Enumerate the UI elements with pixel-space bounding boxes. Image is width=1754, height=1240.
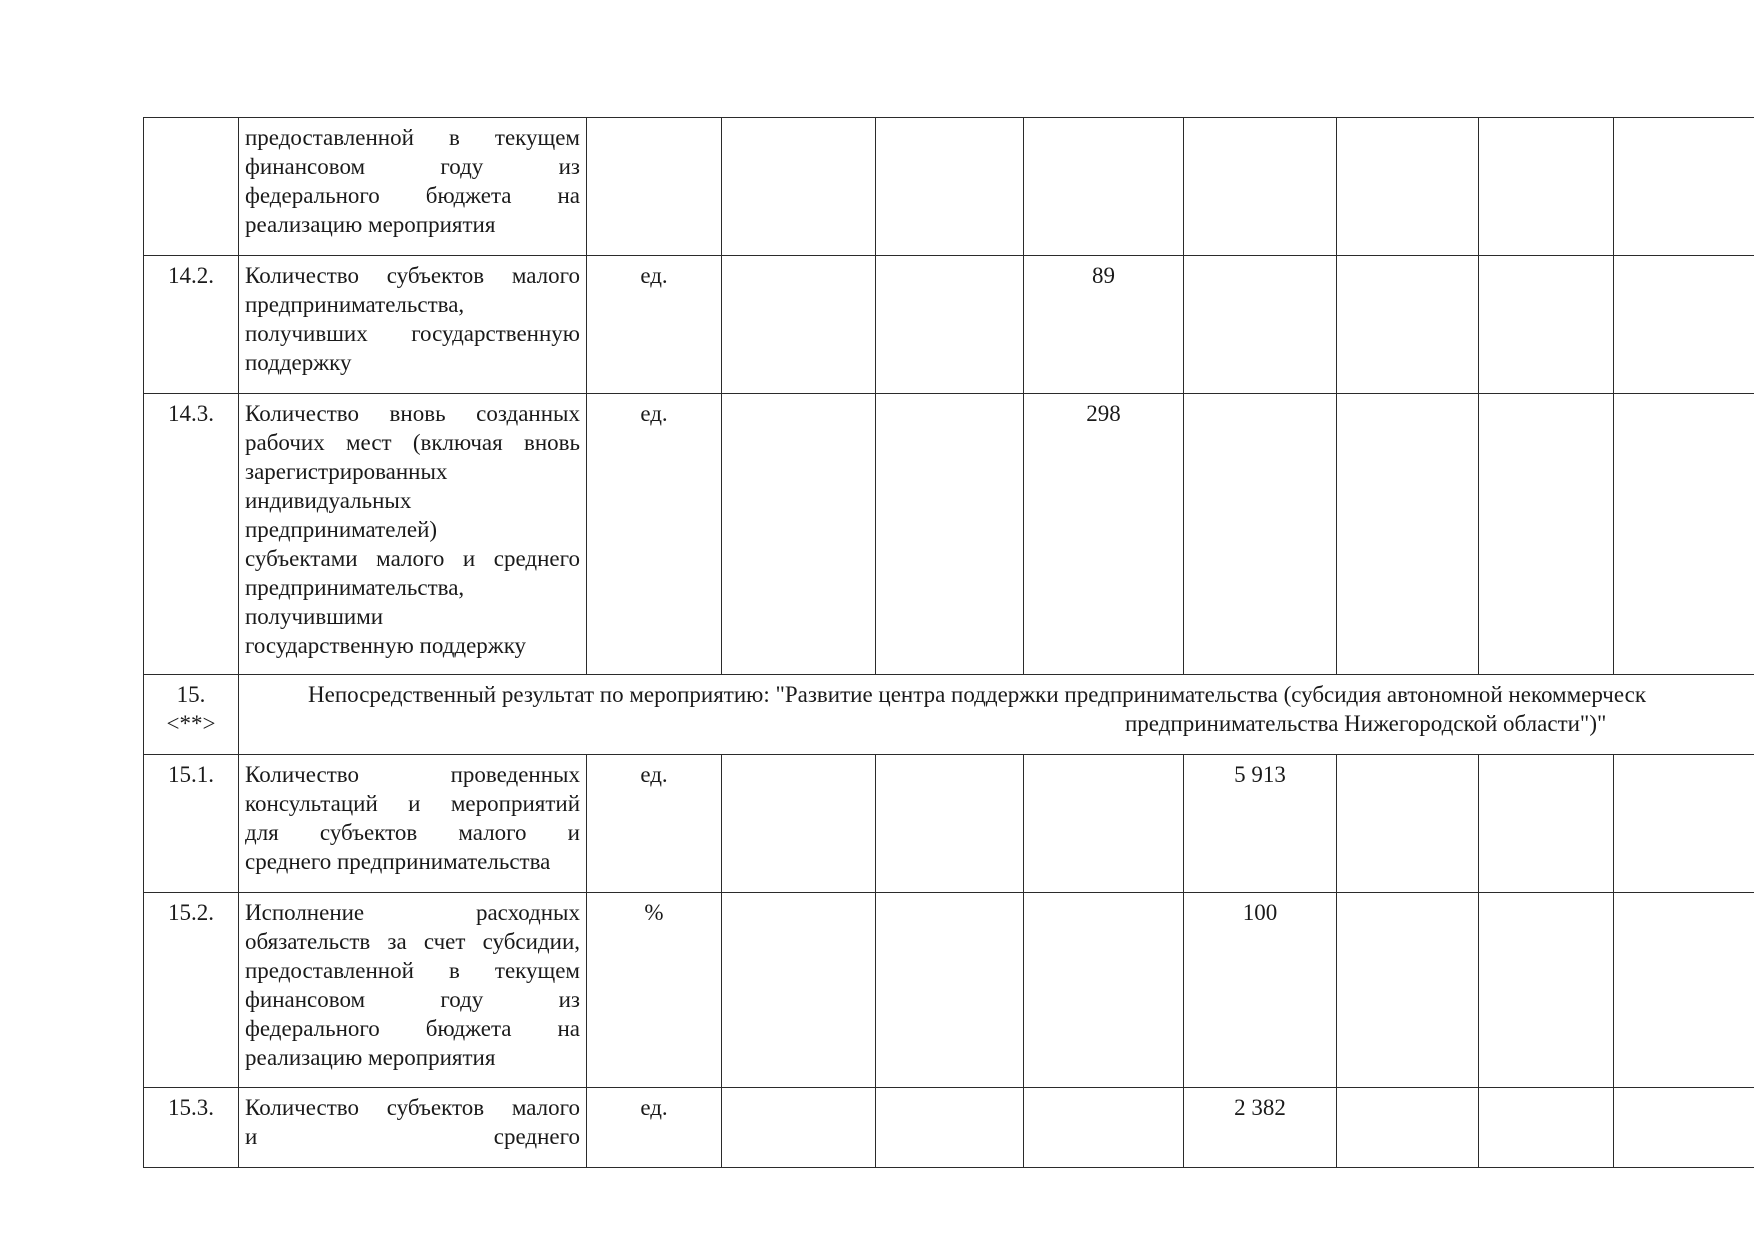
indicator-name-line: федерального бюджета на [245, 1016, 580, 1041]
table-row [144, 1088, 1754, 1168]
indicator-name [239, 893, 587, 1088]
indicator-name-line: предпринимателей) [245, 517, 438, 542]
indicator-name-line: реализацию мероприятия [245, 1045, 496, 1070]
value-cell [876, 256, 1024, 394]
indicator-name-line: предпринимательства, [245, 292, 465, 317]
row-number [144, 118, 239, 256]
unit-cell: ед. [587, 755, 722, 893]
unit-cell: ед. [587, 256, 722, 394]
section-header-row [144, 675, 1754, 755]
value-cell [1337, 755, 1479, 893]
value-cell [876, 1088, 1024, 1168]
indicator-name-line: рабочих мест (включая вновь [245, 430, 580, 455]
value-cell [1184, 394, 1337, 675]
indicator-name-line: Количество проведенных [245, 762, 580, 787]
value-cell [722, 893, 876, 1088]
indicator-name [239, 256, 587, 394]
row-number [144, 675, 239, 755]
value-cell: 5 913 [1184, 755, 1337, 893]
value-cell [1184, 118, 1337, 256]
value-cell [722, 1088, 876, 1168]
value-cell [1614, 755, 1754, 893]
table-row [144, 755, 1754, 893]
value-cell [722, 394, 876, 675]
indicator-name-line: зарегистрированных [245, 459, 448, 484]
value-cell [1184, 256, 1337, 394]
indicator-name [239, 118, 587, 256]
indicator-name [239, 755, 587, 893]
indicator-name-line: государственную поддержку [245, 633, 527, 658]
value-cell [1337, 256, 1479, 394]
row-number: 15.2. [144, 893, 239, 1088]
row-number: 15.1. [144, 755, 239, 893]
value-cell [1337, 394, 1479, 675]
section-title-line: Непосредственный результат по мероприятию: "Развитие центра поддержки предпринимательства (субсидия автономной некоммерческ [308, 682, 1646, 707]
indicator-name-line: среднего предпринимательства [245, 849, 551, 874]
value-cell [1479, 256, 1614, 394]
indicator-name-line: и среднего [245, 1124, 580, 1149]
indicator-name [239, 394, 587, 675]
indicator-name-line: Исполнение расходных [245, 900, 580, 925]
row-number: 14.3. [144, 394, 239, 675]
value-cell [1614, 1088, 1754, 1168]
value-cell [1479, 893, 1614, 1088]
indicator-name [239, 1088, 587, 1168]
value-cell: 89 [1024, 256, 1184, 394]
value-cell: 100 [1184, 893, 1337, 1088]
indicator-name-line: финансовом году из [245, 154, 580, 179]
indicator-name-line: субъектами малого и среднего [245, 546, 580, 571]
indicator-name-line: Количество субъектов малого [245, 1095, 580, 1120]
indicator-name-line: получивших государственную [245, 321, 580, 346]
value-cell [1024, 893, 1184, 1088]
indicator-name-line: предоставленной в текущем [245, 958, 580, 983]
value-cell [1614, 394, 1754, 675]
row-number: 15.3. [144, 1088, 239, 1168]
value-cell [1024, 118, 1184, 256]
value-cell [1479, 755, 1614, 893]
value-cell [1024, 755, 1184, 893]
unit-cell: ед. [587, 1088, 722, 1168]
value-cell [876, 755, 1024, 893]
section-title [239, 675, 1754, 755]
indicator-name-line: предпринимательства, [245, 575, 465, 600]
table-row [144, 394, 1754, 675]
row-number-line: <**> [166, 711, 216, 736]
table-row [144, 118, 1754, 256]
indicator-name-line: индивидуальных [245, 488, 412, 513]
indicators-table [143, 117, 1754, 1168]
unit-cell [587, 118, 722, 256]
indicator-name-line: Количество субъектов малого [245, 263, 580, 288]
value-cell [1337, 893, 1479, 1088]
value-cell [722, 118, 876, 256]
unit-cell: ед. [587, 394, 722, 675]
value-cell [1614, 118, 1754, 256]
section-title-line: предпринимательства Нижегородской области")" [1125, 711, 1607, 736]
value-cell: 298 [1024, 394, 1184, 675]
indicator-name-line: для субъектов малого и [245, 820, 580, 845]
value-cell [1614, 893, 1754, 1088]
indicator-name-line: финансовом году из [245, 987, 580, 1012]
value-cell [876, 893, 1024, 1088]
unit-cell: % [587, 893, 722, 1088]
value-cell [722, 256, 876, 394]
indicator-name-line: поддержку [245, 350, 352, 375]
indicator-name-line: предоставленной в текущем [245, 125, 580, 150]
indicator-name-line: получившими [245, 604, 384, 629]
value-cell: 2 382 [1184, 1088, 1337, 1168]
row-number-line: 15. [176, 682, 206, 707]
row-number: 14.2. [144, 256, 239, 394]
value-cell [876, 118, 1024, 256]
table-row [144, 256, 1754, 394]
table-row [144, 893, 1754, 1088]
value-cell [722, 755, 876, 893]
value-cell [1479, 118, 1614, 256]
indicator-name-line: Количество вновь созданных [245, 401, 580, 426]
indicator-name-line: консультаций и мероприятий [245, 791, 580, 816]
value-cell [1337, 1088, 1479, 1168]
value-cell [1614, 256, 1754, 394]
value-cell [1024, 1088, 1184, 1168]
indicator-name-line: обязательств за счет субсидии, [245, 929, 580, 954]
indicator-name-line: реализацию мероприятия [245, 212, 496, 237]
indicator-name-line: федерального бюджета на [245, 183, 580, 208]
value-cell [876, 394, 1024, 675]
value-cell [1337, 118, 1479, 256]
value-cell [1479, 1088, 1614, 1168]
value-cell [1479, 394, 1614, 675]
